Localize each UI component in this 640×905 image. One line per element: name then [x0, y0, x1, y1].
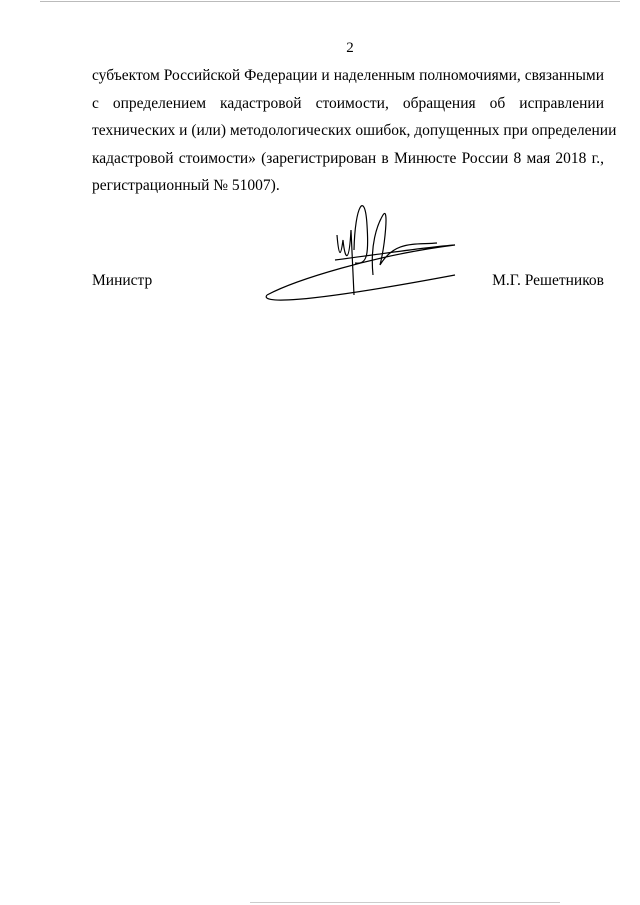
scan-edge-bottom — [250, 902, 560, 903]
handwritten-signature — [255, 185, 465, 310]
body-line: кадастровой стоимости» (зарегистрирован в Минюсте России 8 мая 2018 г., — [92, 149, 604, 167]
signatory-role: Министр — [92, 272, 153, 289]
scan-edge-top — [40, 1, 620, 2]
body-line: с определением кадастровой стоимости, обращения об исправлении — [92, 94, 604, 112]
body-line: субъектом Российской Федерации и наделенным полномочиями, связанными — [92, 67, 604, 84]
signatory-name: М.Г. Решетников — [492, 272, 604, 289]
document-body — [92, 62, 617, 200]
body-line: регистрационный № 51007). — [92, 177, 280, 194]
page-number: 2 — [346, 40, 354, 56]
body-line: технических и (или) методологических ошибок, допущенных при определении — [92, 122, 617, 139]
